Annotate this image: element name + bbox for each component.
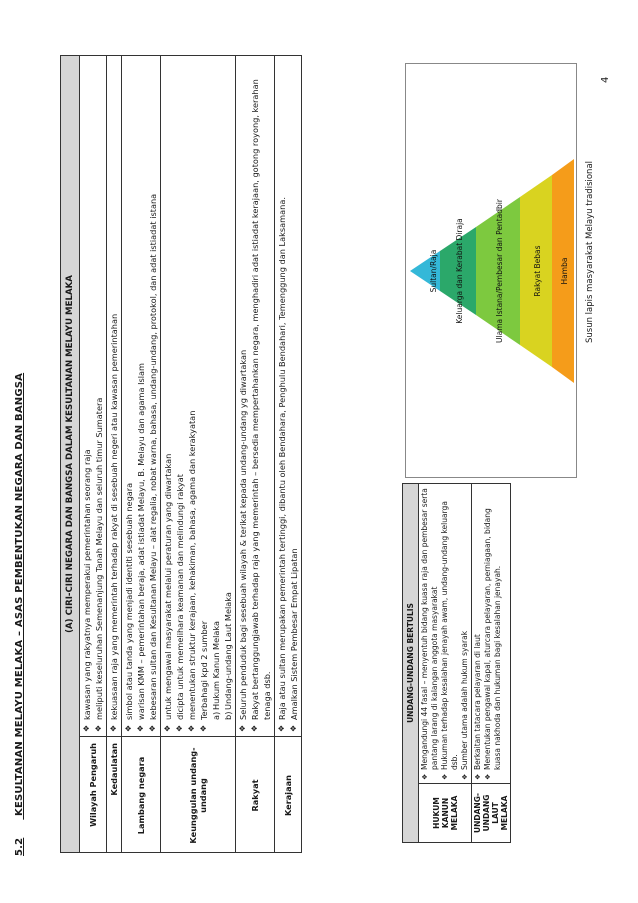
list-item: ❖ Mengandungi 44 fasal – menyentuh bidang kuasa raja dan pembesar serta pantang larang di kalangan anggota masyarakat bbox=[420, 487, 440, 780]
list-item: ❖ Rakyat bertanggungjawab terhadap raja yang memerintah – bersedia mempertahankan negara, menghadiri adat istiadat kerajaan, gotong royong, kerahan tenaga dsb. bbox=[249, 60, 273, 732]
list-item: ❖ warisan KMM – pemerintahan beraja, adat istiadat Melayu, B. Melayu dan agama Islam bbox=[135, 60, 147, 732]
section-title-text: KESULTANAN MELAYU MELAKA – ASAS PEMBENTUKAN NEGARA DAN BANGSA bbox=[14, 372, 25, 816]
list-item: ❖ menentukan struktur kerajaan, kehakiman, bahasa, agama dan kerakyatan bbox=[186, 60, 198, 732]
row-label: Wilayah Pengaruh bbox=[80, 737, 107, 853]
pyramid-label-4: Rakyat Bebas bbox=[533, 245, 542, 297]
row-label: UNDANG-UNDANG LAUT MELAKA bbox=[472, 784, 511, 843]
row-label: HUKUM KANUN MELAKA bbox=[419, 784, 472, 843]
list-item: ❖ Hukuman terhadap kesalahan jenayah awam, undang-undang keluarga dsb. bbox=[440, 487, 460, 780]
table-row bbox=[122, 56, 161, 853]
pyramid-label-1: Sultan/Raja bbox=[429, 249, 438, 293]
row-label: Kerajaan bbox=[275, 737, 302, 853]
list-item: ❖ Sumber utama adalah hukum syarak bbox=[460, 487, 470, 780]
sub-text: Hukum Kanun Melaka bbox=[211, 620, 221, 710]
row-label: Kedaulatan bbox=[107, 737, 122, 853]
table-row bbox=[107, 56, 122, 853]
pyramid-diagram bbox=[406, 64, 576, 477]
table-row bbox=[80, 56, 107, 853]
sub-mark: b) bbox=[223, 711, 233, 720]
pyramid-panel bbox=[405, 63, 577, 478]
list-item: ❖ Raja atau sultan merupakan pemerintah tertinggi, dibantu oleh Bendahara, Penghulu Bendahari, Temenggung dan Laksamana. bbox=[276, 60, 288, 732]
law-table-header: UNDANG-UNDANG BERTULIS bbox=[403, 484, 419, 843]
list-item: ❖ kekuasaan raja yang memerintah terhadap rakyat di sesebuah negeri atau kawasan pemerintahan bbox=[108, 60, 120, 732]
pyramid-label-3: Ulama Istana/Pembesar dan Pentadbir bbox=[495, 199, 504, 343]
list-item: ❖ Amalkan Sistem Pembesar Empat Lipatan bbox=[288, 60, 300, 732]
sub-text: Undang-undang Laut Melaka bbox=[223, 592, 233, 710]
table-row bbox=[275, 56, 302, 853]
list-item: ❖ Menentukan pengawal kapal, aturcara pelayaran, perniagaan, bidang kuasa nakhoda dan hukuman bagi kesalahan jenayah. bbox=[483, 487, 503, 780]
list-item: ❖ Berkaitan tatacara pelayaran di laut bbox=[473, 487, 483, 780]
row-label: Lambang negara bbox=[122, 737, 161, 853]
main-table-header: (A) CIRI-CIRI NEGARA DAN BANGSA DALAM KESULTANAN MELAYU MELAKA bbox=[61, 56, 80, 853]
sub-item bbox=[222, 60, 234, 732]
row-label: Keunggulan undang-undang bbox=[161, 737, 236, 853]
list-item: ❖ simbol atau tanda yang menjadi identiti sesebuah negara bbox=[123, 60, 135, 732]
sub-mark: a) bbox=[211, 711, 221, 720]
sub-item bbox=[210, 60, 222, 732]
row-label: Rakyat bbox=[236, 737, 275, 853]
list-item: ❖ Seluruh penduduk bagi sesebuah wilayah & terikat kepada undang-undang yg diwartakan bbox=[237, 60, 249, 732]
table-row bbox=[472, 484, 511, 843]
section-title bbox=[14, 373, 25, 856]
section-number: 5.2 bbox=[14, 837, 25, 856]
page-number: 4 bbox=[600, 76, 611, 83]
list-item: ❖ Terbahagi kpd 2 sumber bbox=[198, 60, 210, 732]
pyramid-label-5: Hamba bbox=[560, 257, 569, 285]
pyramid-label-2: Keluarga dan Kerabat Diraja bbox=[455, 218, 464, 324]
list-item: ❖ kawasan yang rakyatnya memperakui pemerintahan seorang raja bbox=[81, 60, 93, 732]
table-row bbox=[236, 56, 275, 853]
table-row bbox=[161, 56, 236, 853]
list-item: ❖ dicipta untuk memelihara keamanan dan melindungi rakyat bbox=[174, 60, 186, 732]
list-item: ❖ untuk mengawal masyarakat melalui peraturan yang diwartakan bbox=[162, 60, 174, 732]
ciri-negara-table bbox=[60, 55, 302, 853]
undang-undang-table bbox=[402, 483, 511, 843]
list-item: ❖ kebesaran sultan dan Kesultanan Melayu – alat regalia, nobat warna, bahasa, undang-undang, protokol, dan adat istiadat istana bbox=[147, 60, 159, 732]
pyramid-caption: Susun lapis masyarakat Melayu tradisional bbox=[585, 160, 595, 343]
list-item: ❖ meliputi keseluruhan Semenanjung Tanah Melayu dan seluruh timur Sumatera bbox=[93, 60, 105, 732]
table-row bbox=[419, 484, 472, 843]
